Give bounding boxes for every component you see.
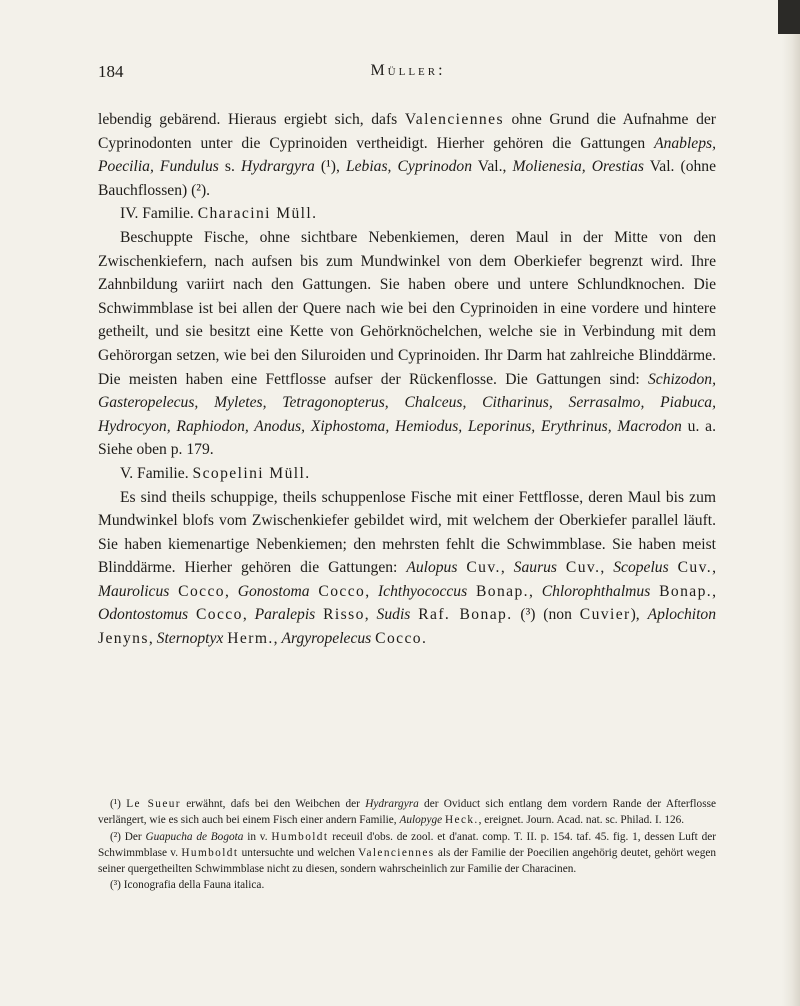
family-heading-characini: IV. Familie. Characini Müll. bbox=[120, 205, 318, 223]
paragraph-scopelini: Es sind theils schuppige, theils schuppenlose Fische mit einer Fettflosse, deren Maul bis zum Mundwinkel blofs vom Zwischenkiefer gebildet wird, mit welchem der Oberkiefer parallel läuft. Sie haben kiemenartige Nebenkiemen; den mehrsten fehlt die Schwimmblase. Sie haben meist Blinddärme. Hierher gehören die Gattungen: Aulopus Cuv., Saurus Cuv., Scopelus Cuv., Maurolicus Cocco, Gonostoma Cocco, Ichthyococcus Bonap., Chlorophthalmus Bonap., Odontostomus Cocco, Paralepis Risso, Sudis Raf. Bonap. (³) (non Cuvier), Aplochiton Jenyns, Sternoptyx Herm., Argyropelecus Cocco. bbox=[98, 488, 717, 648]
running-head: Müller: bbox=[370, 62, 446, 79]
paragraph-cyprinodonten: lebendig gebärend. Hieraus ergiebt sich, dafs Valenciennes ohne Grund die Aufnahme der Cyprinodonten unter die Cyprinoiden vertheidigt. Hierher gehören die Gattungen Anableps, Poecilia, Fundulus s. Hydrargyra (¹), Lebias, Cyprinodon Val., Molienesia, Orestias Val. (ohne Bauchflossen) (²). bbox=[98, 111, 717, 199]
page-header bbox=[98, 62, 718, 86]
genus-name: Hydrargyra bbox=[240, 158, 315, 176]
page-number: 184 bbox=[98, 62, 124, 81]
page-edge-shadow bbox=[782, 0, 800, 1006]
scan-corner-mark bbox=[778, 0, 800, 34]
genus-names: Anableps, Poecilia, Fundulus bbox=[98, 134, 716, 176]
genus-names: Lebias, Cyprinodon bbox=[345, 158, 473, 176]
footnote-2: (²) Der Guapucha de Bogota in v. Humboldt receuil d'obs. de zool. et d'anat. comp. T. II. p. 154. taf. 45. fig. 1, dessen Luft der Schwimmblase v. Humboldt untersuchte und welchen Valenciennes als der Familie der Poecilien angehörig deutet, gehört wegen seiner quergetheilten Schwimmblase nicht zu diesen, sondern wahrscheinlich zur Familie der Characinen. bbox=[98, 830, 717, 876]
family-heading-scopelini: V. Familie. Scopelini Müll. bbox=[120, 464, 311, 482]
author-name: Valenciennes bbox=[404, 111, 504, 128]
footnote-3: (³) Iconografia della Fauna italica. bbox=[110, 879, 265, 892]
genus-names: Schizodon, Gasteropelecus, Myletes, Tetragonopterus, Chalceus, Citharinus, Serrasalmo, Piabuca, Hydrocyon, Raphiodon, Anodus, Xiphostoma, Hemiodus, Leporinus, Erythrinus, Macrodon bbox=[98, 370, 716, 435]
footnotes bbox=[98, 796, 716, 894]
paragraph-characini: Beschuppte Fische, ohne sichtbare Nebenkiemen, deren Maul in der Mitte von den Zwischenkiefern, nach aufsen bis zum Mundwinkel von dem Oberkiefer begrenzt wird. Ihre Zahnbildung variirt nach den Gattungen. Sie haben obere und untere Schlundknochen. Die Schwimmblase ist bei allen der Quere nach wie bei den Cyprinoiden in eine vordere und hintere getheilt, und sie besitzt eine Kette von Gehörknöchelchen, welche sie in Verbindung mit dem Gehörorgan setzen, wie bei den Siluroiden und Cyprinoiden. Ihr Darm hat zahlreiche Blinddärme. Die meisten haben eine Fettflosse aufser der Rückenflosse. Die Gattungen sind: Schizodon, Gasteropelecus, Myletes, Tetragonopterus, Chalceus, Citharinus, Serrasalmo, Piabuca, Hydrocyon, Raphiodon, Anodus, Xiphostoma, Hemiodus, Leporinus, Erythrinus, Macrodon u. a. Siehe oben p. 179. bbox=[98, 228, 716, 459]
genus-names: Molienesia, Orestias bbox=[512, 158, 644, 176]
footnote-1: (¹) Le Sueur erwähnt, dafs bei den Weibchen der Hydrargyra der Oviduct sich entlang dem vordern Rande der Afterflosse verlängert, wie es sich auch bei einem Fisch einer andern Familie, Aulopyge Heck., ereignet. Journ. Acad. nat. sc. Philad. I. 126. bbox=[98, 798, 717, 827]
main-text bbox=[98, 108, 716, 651]
